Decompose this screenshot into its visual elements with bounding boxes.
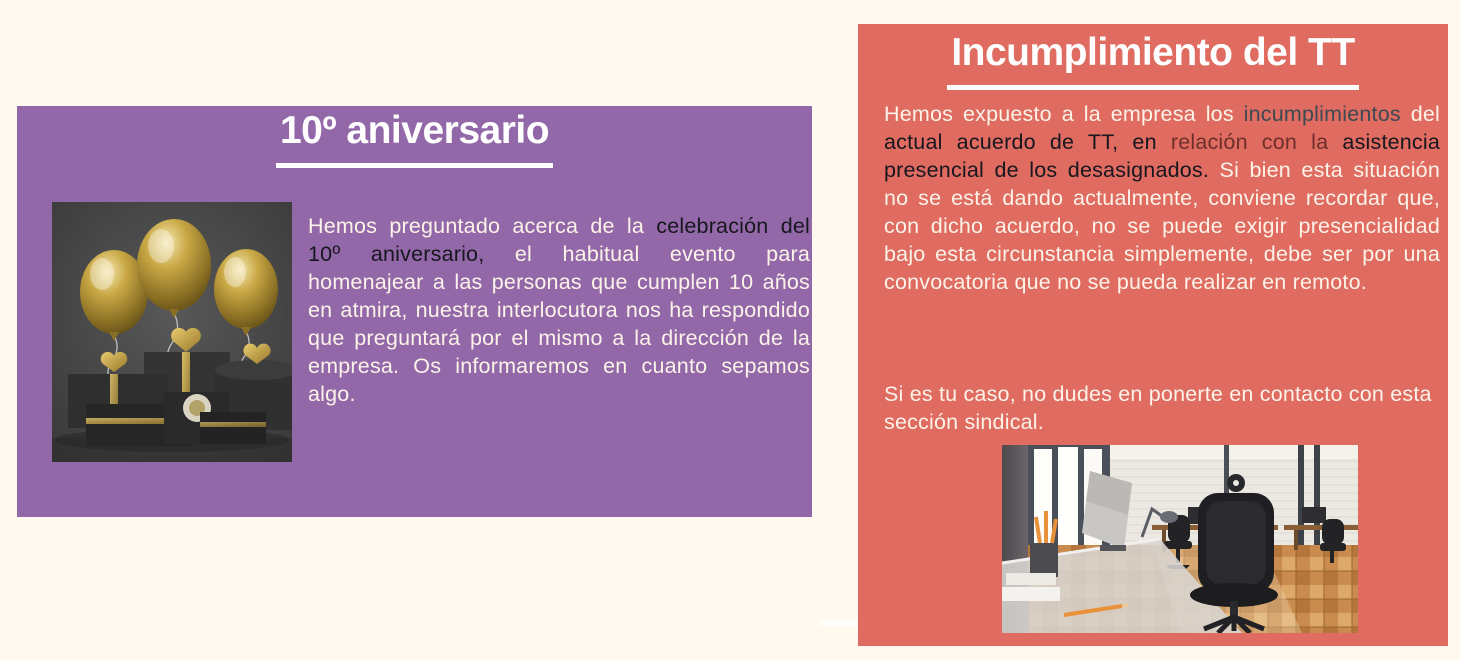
incumplimiento-p1-segment-7: Si bien esta situación no se está dando actualmente, conviene recordar que, con dicho acuerdo, no se puede exigir presencialidad bajo esta circunstancia simplemente, debe ser por una convocatoria que no se pueda realizar en remoto. — [884, 158, 1440, 294]
aniversario-title — [17, 110, 812, 168]
incumplimiento-p1-segment-4: actual acuerdo de TT, en — [884, 130, 1171, 154]
aniversario-paragraph-segment-3: el habitual evento para homenajear a las personas que cumplen 10 años en atmira, nuestra interlocutora nos ha respondido que preguntará por el mismo a la dirección de la empresa. Os informaremos en cuanto sepamos algo. — [308, 242, 811, 406]
office-image — [1002, 445, 1358, 633]
incumplimiento-panel — [858, 24, 1448, 646]
aniversario-paragraph-segment-1: Hemos preguntado acerca de la — [308, 214, 657, 238]
incumplimiento-title — [858, 32, 1448, 90]
aniversario-panel — [17, 106, 812, 517]
incumplimiento-p1-segment-5: relación con la — [1170, 130, 1343, 154]
incumplimiento-p1-segment-6: asistencia presencial de los desasignados. — [884, 130, 1441, 182]
aniversario-paragraph — [308, 212, 810, 408]
incumplimiento-p1-segment-3: del — [1400, 102, 1440, 126]
office-interior-illustration — [1002, 445, 1358, 633]
aniversario-title-text: 10º aniversario — [276, 110, 553, 168]
incumplimiento-p1-segment-2: incumplimientos — [1243, 102, 1401, 126]
incumplimiento-p1-segment-1: Hemos expuesto a la empresa los — [884, 102, 1244, 126]
incumplimiento-title-text: Incumplimiento del TT — [947, 32, 1358, 90]
aniversario-paragraph-segment-2: celebración del 10º aniversario, — [308, 214, 810, 266]
balloons-gifts-illustration — [52, 202, 292, 462]
balloons-gifts-image — [52, 202, 292, 462]
incumplimiento-paragraph-1 — [884, 100, 1440, 296]
incumplimiento-paragraph-2: Si es tu caso, no dudes en ponerte en contacto con esta sección sindical. — [884, 382, 1432, 434]
divider-dash — [819, 621, 857, 626]
